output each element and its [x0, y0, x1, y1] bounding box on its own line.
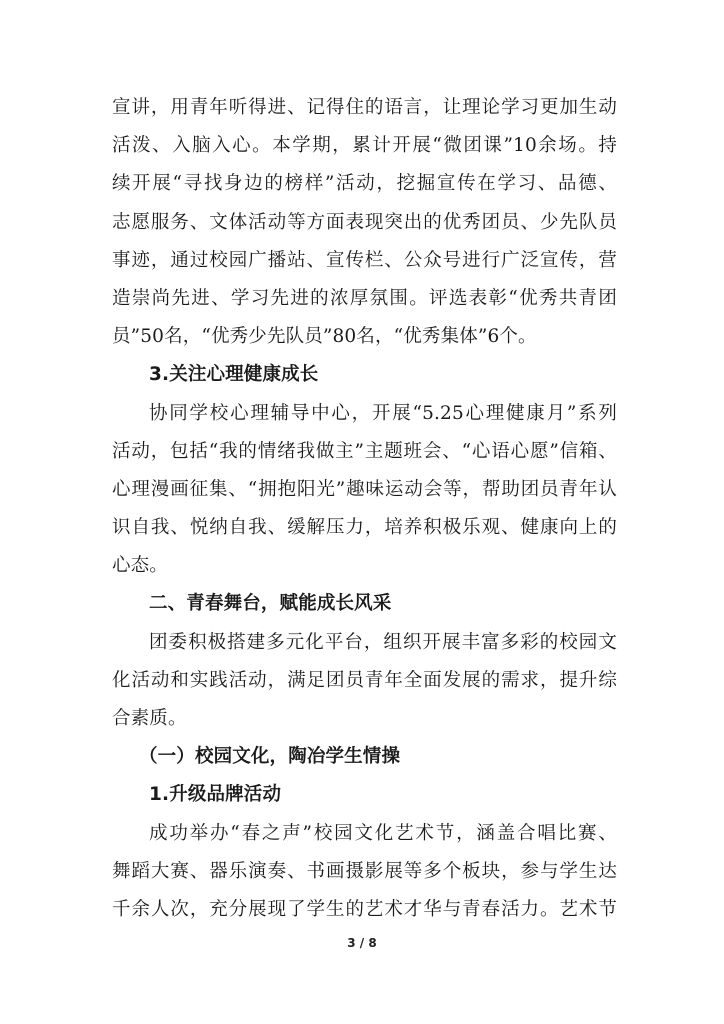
body-text-line: 志愿服务、文体活动等方面表现突出的优秀团员、少先队员: [112, 212, 617, 233]
body-text-line: 造崇尚先进、学习先进的浓厚氛围。评选表彰“优秀共青团: [112, 288, 617, 309]
body-text-line: 心理漫画征集、“拥抱阳光”趣味运动会等，帮助团员青年认: [112, 479, 617, 500]
body-text-line: 事迹，通过校园广播站、宣传栏、公众号进行广泛宣传，营: [112, 250, 617, 271]
body-text-line: 活泼、入脑入心。本学期，累计开展“微团课”10余场。持: [112, 135, 617, 156]
body-text-line: 千余人次，充分展现了学生的艺术才华与青春活力。艺术节: [112, 899, 617, 920]
body-text-line: 活动，包括“我的情绪我做主”主题班会、“心语心愿”信箱、: [112, 441, 617, 462]
section-heading-3: 3.关注心理健康成长: [149, 364, 319, 385]
chapter-heading-2: 二、青春舞台，赋能成长风采: [149, 593, 392, 614]
body-text-line: 续开展“寻找身边的榜样”活动，挖掘宣传在学习、品德、: [112, 173, 617, 194]
body-text-line: 心态。: [112, 555, 168, 576]
body-text-line: 员”50名，“优秀少先队员”80名，“优秀集体”6个。: [112, 326, 537, 347]
body-text-line: 宣讲，用青年听得进、记得住的语言，让理论学习更加生动: [112, 97, 617, 118]
section-heading-1: 1.升级品牌活动: [149, 784, 282, 805]
paragraph-first-line: 团委积极搭建多元化平台，组织开展丰富多彩的校园文: [149, 632, 617, 653]
paragraph-first-line: 协同学校心理辅导中心，开展“5.25心理健康月”系列: [149, 403, 617, 424]
paragraph-first-line: 成功举办“春之声”校园文化艺术节，涵盖合唱比赛、: [149, 823, 617, 844]
subsection-heading-1: （一）校园文化，陶冶学生情操: [139, 746, 401, 767]
body-text-line: 合素质。: [112, 708, 187, 729]
body-text-line: 舞蹈大赛、器乐演奏、书画摄影展等多个板块，参与学生达: [112, 861, 617, 882]
page-number: 3 / 8: [347, 936, 377, 950]
body-text-line: 识自我、悦纳自我、缓解压力，培养积极乐观、健康向上的: [112, 517, 617, 538]
body-text-line: 化活动和实践活动，满足团员青年全面发展的需求，提升综: [112, 670, 617, 691]
